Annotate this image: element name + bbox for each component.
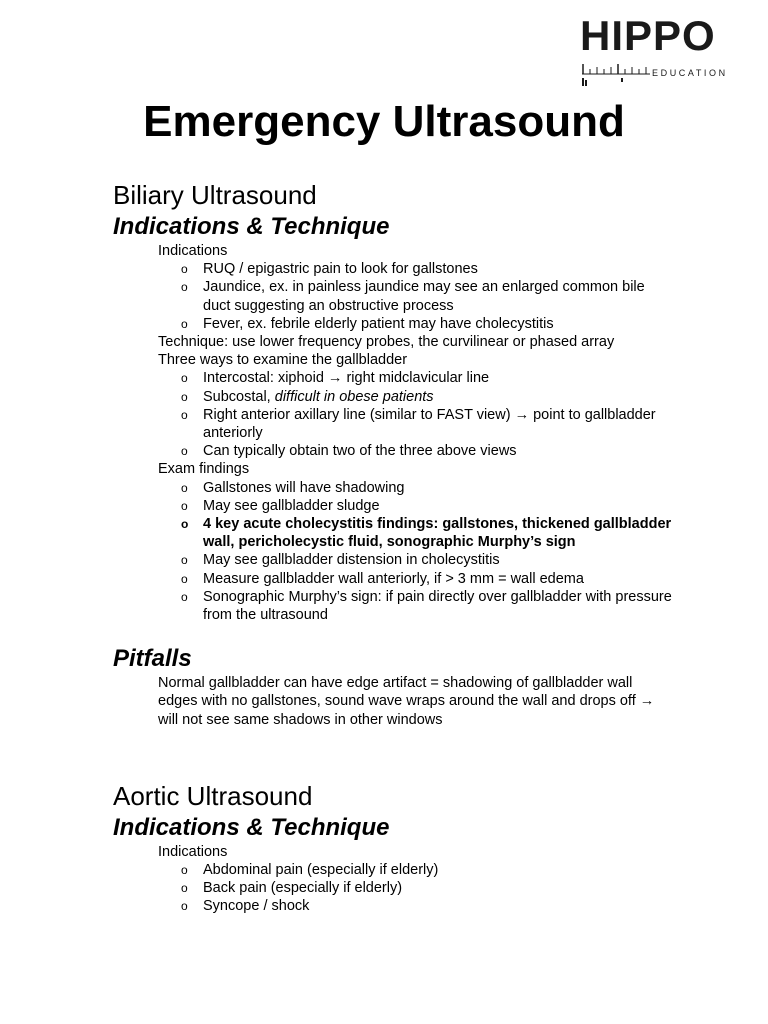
list-item: o Fever, ex. febrile elderly patient may have cholecystitis [158, 315, 673, 333]
aortic-notes [158, 843, 673, 916]
logo-subtitle: EDUCATION [652, 68, 728, 78]
list-item: o Sonographic Murphy’s sign: if pain directly over gallbladder with pressure from the ultrasound [158, 588, 673, 624]
list-item: o Syncope / shock [158, 897, 673, 915]
list-item: o Gallstones will have shadowing [158, 479, 673, 497]
biliary-section [113, 178, 673, 624]
aortic-subheading: Indications & Technique [113, 813, 390, 841]
biliary-subheading: Indications & Technique [113, 213, 390, 240]
ways-list [158, 369, 673, 460]
list-item: o Measure gallbladder wall anteriorly, if > 3 mm = wall edema [158, 570, 673, 588]
aortic-indications-list [158, 861, 673, 916]
findings-label: Exam findings [158, 461, 250, 478]
indications-label: Indications [158, 243, 228, 259]
list-item: o May see gallbladder distension in cholecystitis [158, 551, 673, 569]
list-item: o Back pain (especially if elderly) [158, 879, 673, 897]
aortic-section [113, 779, 673, 916]
pitfalls-heading: Pitfalls [113, 645, 192, 673]
biliary-heading: Biliary Ultrasound [113, 180, 317, 210]
biliary-notes [158, 242, 673, 624]
list-item-key-findings: o 4 key acute cholecystitis findings: gallstones, thickened gallbladder wall, pericholecystic fluid, sonographic Murphy’s sign [158, 515, 673, 551]
findings-list [158, 479, 673, 625]
logo-wordmark: HIPPO [580, 12, 716, 59]
list-item: o Jaundice, ex. in painless jaundice may see an enlarged common bile duct suggesting an obstructive process [158, 278, 673, 314]
technique-line: Technique: use lower frequency probes, the curvilinear or phased array [158, 334, 615, 351]
aortic-heading: Aortic Ultrasound [113, 780, 313, 811]
ruler-icon [582, 64, 652, 92]
document-body [113, 178, 673, 916]
pitfalls-notes [158, 674, 673, 729]
pitfalls-section [113, 644, 673, 729]
list-item: o RUQ / epigastric pain to look for gallstones [158, 260, 673, 278]
aortic-indications-label: Indications [158, 843, 228, 860]
hippo-education-logo [580, 14, 740, 86]
indications-list [158, 260, 673, 333]
list-item [158, 388, 673, 406]
list-item: o May see gallbladder sludge [158, 497, 673, 515]
subcostal-note: difficult in obese patients [274, 388, 434, 405]
list-item: o Abdominal pain (especially if elderly) [158, 861, 673, 879]
ways-label: Three ways to examine the gallbladder [158, 352, 408, 369]
page-title: Emergency Ultrasound [143, 97, 625, 146]
list-item: o Right anterior axillary line (similar to FAST view) → point to gallbladder anteriorly [158, 406, 673, 442]
list-item: o Can typically obtain two of the three above views [158, 442, 673, 460]
pitfalls-text: Normal gallbladder can have edge artifact = shadowing of gallbladder wall edges with no gallstones, sound wave wraps around the wall and drops off → will not see same shadows in other windows [158, 675, 655, 728]
subcostal-text: Subcostal, [203, 388, 275, 405]
list-item: o Intercostal: xiphoid → right midclavicular line [158, 369, 673, 387]
